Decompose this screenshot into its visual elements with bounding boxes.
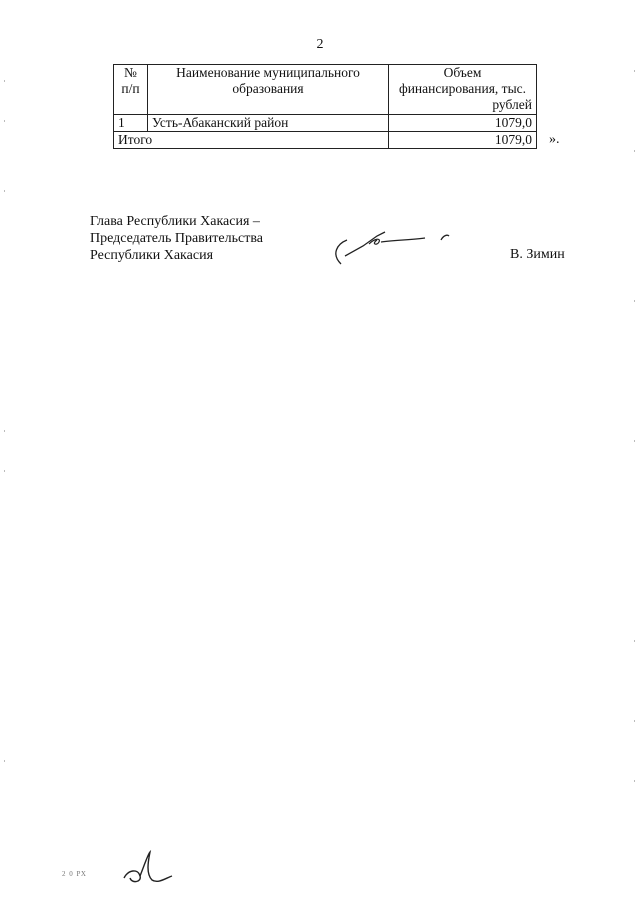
header-name-line-1: Наименование муниципального bbox=[176, 65, 360, 80]
row-name: Усть-Абаканский район bbox=[148, 115, 389, 132]
signer-title-line-1: Глава Республики Хакасия – bbox=[90, 214, 260, 229]
table-header-row bbox=[114, 65, 537, 115]
signature-block bbox=[90, 213, 263, 264]
total-amount: 1079,0 bbox=[389, 132, 537, 149]
header-name bbox=[148, 65, 389, 115]
header-amount-line-2: финансирования, тыс. bbox=[398, 81, 527, 96]
header-amount-line-3: рублей bbox=[492, 97, 532, 112]
header-num-line-1: № bbox=[124, 65, 137, 80]
header-num bbox=[114, 65, 148, 115]
right-margin-scan-marks-icon bbox=[634, 0, 637, 905]
signer-name: В. Зимин bbox=[510, 247, 565, 262]
signer-title-line-3: Республики Хакасия bbox=[90, 248, 214, 263]
header-num-line-2: п/п bbox=[121, 81, 140, 96]
header-name-line-2: образования bbox=[232, 81, 304, 96]
handwritten-initials-icon bbox=[118, 848, 178, 888]
financing-table bbox=[113, 64, 537, 149]
row-num: 1 bbox=[114, 115, 148, 132]
header-amount bbox=[389, 65, 537, 115]
handwritten-signature-icon bbox=[325, 222, 455, 272]
row-amount: 1079,0 bbox=[389, 115, 537, 132]
signer-title-line-2: Председатель Правительства bbox=[90, 231, 263, 246]
table-row bbox=[114, 115, 537, 132]
header-amount-line-1: Объем bbox=[443, 65, 482, 80]
left-margin-scan-marks-icon bbox=[4, 0, 7, 905]
page-number: 2 bbox=[316, 37, 324, 52]
footer-code: 2 0 РХ bbox=[62, 870, 87, 878]
table-total-row bbox=[114, 132, 537, 149]
closing-quote: ». bbox=[549, 132, 560, 147]
total-label: Итого bbox=[114, 132, 389, 149]
